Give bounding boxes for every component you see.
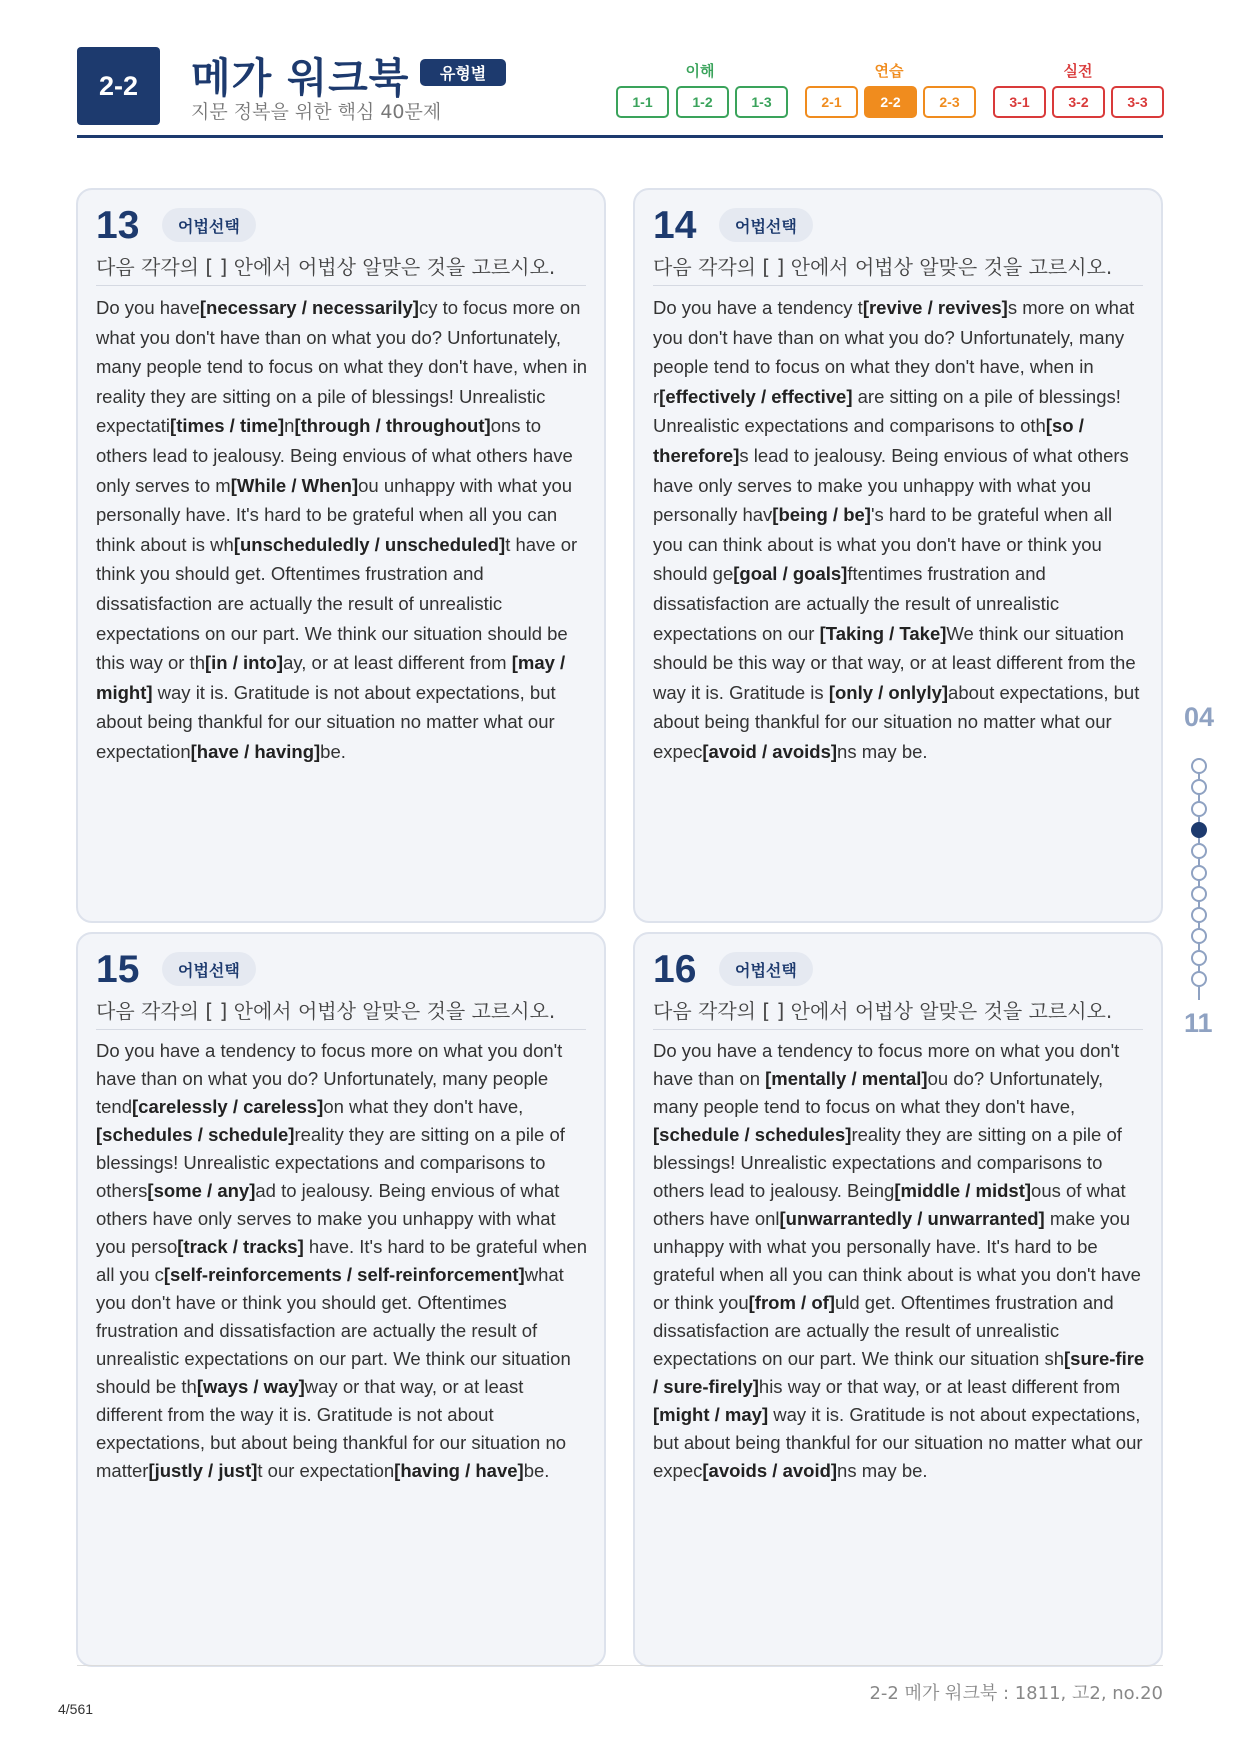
question-card	[76, 932, 606, 1667]
grammar-choice: [schedules / schedule]	[96, 1124, 295, 1145]
question-passage: Do you have a tendency to focus more on what you don't have than on [mentally / mental]ou do? Unfortunately, many people tend to focus on what they don't have, [schedule / schedules]reality they are sitting on a pile of blessings! Unrealistic expectations and comparisons to others lead to jealousy. Being[middle / midst]ous of what others have onl[unwarrantedly / unwarranted] make you unhappy with what you personally have. It's hard to be grateful when all you can think about is what you don't have or think you[from / of]uld get. Oftentimes frustration and dissatisfaction are actually the result of unrealistic expectations on our part. We think our situation sh[sure-fire / sure-firely]his way or that way, or at least different from [might / may] way it is. Gratitude is not about expectations, but about being thankful for our situation no matter what our expec[avoids / avoid]ns may be.	[653, 1040, 1145, 1481]
grammar-choice: [ways / way]	[196, 1376, 305, 1397]
side-nav-dot[interactable]	[1191, 865, 1207, 881]
grammar-choice: [unscheduledly / unscheduled]	[233, 533, 506, 555]
level-group-label-understanding: 이해	[685, 62, 715, 80]
grammar-choice: [unwarrantedly / unwarranted]	[779, 1208, 1045, 1229]
side-nav-end-number: 11	[1184, 1008, 1213, 1038]
question-instruction: 다음 각각의 [ ] 안에서 어법상 알맞은 것을 고르시오.	[653, 999, 1113, 1023]
question-instruction: 다음 각각의 [ ] 안에서 어법상 알맞은 것을 고르시오.	[653, 255, 1113, 279]
question-divider	[653, 1029, 1143, 1030]
header-divider	[77, 135, 1163, 138]
grammar-choice: [avoids / avoid]	[702, 1460, 838, 1481]
grammar-choice: [having / have]	[394, 1460, 524, 1481]
grammar-choice: [may / might]	[96, 652, 566, 703]
grammar-choice: [revive / revives]	[862, 297, 1008, 318]
question-instruction: 다음 각각의 [ ] 안에서 어법상 알맞은 것을 고르시오.	[96, 255, 556, 279]
grammar-choice: [times / time]	[170, 415, 285, 437]
unit-code-badge: 2-2	[77, 47, 160, 125]
page-number: 4/561	[58, 1701, 94, 1717]
type-tag: 유형별	[420, 59, 506, 86]
question-divider	[96, 1029, 586, 1030]
question-type-tag: 어법선택	[719, 952, 813, 986]
question-card	[633, 188, 1163, 923]
grammar-choice: [through / throughout]	[294, 415, 491, 437]
grammar-choice: [have / having]	[190, 740, 321, 762]
question-divider	[96, 285, 586, 286]
grammar-choice: [mentally / mental]	[765, 1068, 928, 1089]
grammar-choice: [only / onlyly]	[828, 681, 949, 703]
level-button-3-1[interactable]: 3-1	[993, 86, 1046, 118]
question-passage: Do you have[necessary / necessarily]cy to focus more on what you don't have than on what you do? Unfortunately, many people tend to focus on what they don't have, when in reality they are sitting on a pile of blessings! Unrealistic expectati[times / time]n[through / throughout]ons to others lead to jealousy. Being envious of what others have only serves to m[While / When]ou unhappy with what you personally have. It's hard to be grateful when all you can think about is wh[unscheduledly / unscheduled]t have or think you should get. Oftentimes frustration and dissatisfaction are actually the result of unrealistic expectations on our part. We think our situation should be this way or th[in / into]ay, or at least different from [may / might] way it is. Gratitude is not about expectations, but about being thankful for our situation no matter what our expectation[have / having]be.	[96, 297, 588, 762]
grammar-choice: [middle / midst]	[894, 1180, 1032, 1201]
question-passage: Do you have a tendency t[revive / revives]s more on what you don't have than on what you do? Unfortunately, many people tend to focus on what they don't have, when in r[effectively / effective] are sitting on a pile of blessings! Unrealistic expectations and comparisons to oth[so / therefore]s lead to jealousy. Being envious of what others have only serves to make you unhappy with what you personally hav[being / be]'s hard to be grateful when all you can think about is what you don't have or think you should ge[goal / goals]ftentimes frustration and dissatisfaction are actually the result of unrealistic expectations on our [Taking / Take]We think our situation should be this way or that way, or at least different from the way it is. Gratitude is [only / onlyly]about expectations, but about being thankful for our situation no matter what our expec[avoid / avoids]ns may be.	[653, 297, 1140, 762]
grammar-choice: [effectively / effective]	[659, 385, 853, 407]
side-nav-dot[interactable]	[1191, 907, 1207, 923]
grammar-choice: [being / be]	[772, 504, 871, 526]
level-button-2-2[interactable]: 2-2	[864, 86, 917, 118]
grammar-choice: [some / any]	[147, 1180, 256, 1201]
question-divider	[653, 285, 1143, 286]
question-instruction: 다음 각각의 [ ] 안에서 어법상 알맞은 것을 고르시오.	[96, 999, 556, 1023]
grammar-choice: [necessary / necessarily]	[199, 297, 419, 318]
footer-source-info: 2-2 메가 워크북 : 1811, 고2, no.20	[869, 1683, 1163, 1704]
question-card	[76, 188, 606, 923]
level-group-label-real: 실전	[1063, 62, 1093, 80]
side-nav-start-number: 04	[1184, 702, 1215, 732]
level-button-1-1[interactable]: 1-1	[616, 86, 669, 118]
grammar-choice: [track / tracks]	[177, 1236, 304, 1257]
question-type-tag: 어법선택	[719, 208, 813, 242]
level-button-2-1[interactable]: 2-1	[805, 86, 858, 118]
question-type-tag: 어법선택	[162, 208, 256, 242]
level-button-3-2[interactable]: 3-2	[1052, 86, 1105, 118]
question-number: 15	[96, 948, 140, 991]
grammar-choice: [justly / just]	[148, 1460, 258, 1481]
grammar-choice: [avoid / avoids]	[702, 740, 838, 762]
grammar-choice: [so / therefore]	[653, 415, 1084, 466]
level-button-3-3[interactable]: 3-3	[1111, 86, 1164, 118]
question-number: 13	[96, 204, 140, 247]
question-number: 14	[653, 204, 697, 247]
side-nav-dot[interactable]	[1191, 950, 1207, 966]
side-nav-dot[interactable]	[1191, 779, 1207, 795]
grammar-choice: [sure-fire / sure-firely]	[653, 1348, 1145, 1397]
grammar-choice: [carelessly / careless]	[132, 1096, 324, 1117]
side-nav-dot[interactable]	[1191, 758, 1207, 774]
question-number: 16	[653, 948, 697, 991]
grammar-choice: [goal / goals]	[733, 563, 848, 585]
level-button-2-3[interactable]: 2-3	[923, 86, 976, 118]
side-nav-dot[interactable]	[1191, 886, 1207, 902]
side-nav-dot[interactable]	[1191, 801, 1207, 817]
side-nav-dot[interactable]	[1191, 843, 1207, 859]
footer-divider	[77, 1665, 1163, 1666]
level-button-1-2[interactable]: 1-2	[676, 86, 729, 118]
level-button-1-3[interactable]: 1-3	[735, 86, 788, 118]
side-nav-dot[interactable]	[1191, 971, 1207, 987]
question-card	[633, 932, 1163, 1667]
level-group-label-practice: 연습	[874, 62, 904, 80]
grammar-choice: [in / into]	[205, 652, 284, 674]
side-nav-dot[interactable]	[1191, 928, 1207, 944]
question-passage: Do you have a tendency to focus more on what you don't have than on what you do? Unfortunately, many people tend[carelessly / careless]on what they don't have, [schedules / schedule]reality they are sitting on a pile of blessings! Unrealistic expectations and comparisons to others[some / any]ad to jealousy. Being envious of what others have only serves to make you unhappy with what you perso[track / tracks] have. It's hard to be grateful when all you c[self-reinforcements / self-reinforcement]what you don't have or think you should get. Oftentimes frustration and dissatisfaction are actually the result of unrealistic expectations on our part. We think our situation should be th[ways / way]way or that way, or at least different from the way it is. Gratitude is not about expectations, but about being thankful for our situation no matter[justly / just]t our expectation[having / have]be.	[96, 1040, 587, 1481]
grammar-choice: [from / of]	[748, 1292, 835, 1313]
grammar-choice: [While / When]	[230, 474, 359, 496]
side-nav-dot[interactable]	[1191, 822, 1207, 838]
grammar-choice: [might / may]	[653, 1404, 769, 1425]
grammar-choice: [schedule / schedules]	[653, 1124, 852, 1145]
grammar-choice: [Taking / Take]	[819, 622, 947, 644]
question-type-tag: 어법선택	[162, 952, 256, 986]
page-title: 메가 워크북	[191, 54, 410, 102]
page-subtitle: 지문 정복을 위한 핵심 40문제	[191, 101, 442, 123]
grammar-choice: [self-reinforcements / self-reinforcement]	[163, 1264, 525, 1285]
